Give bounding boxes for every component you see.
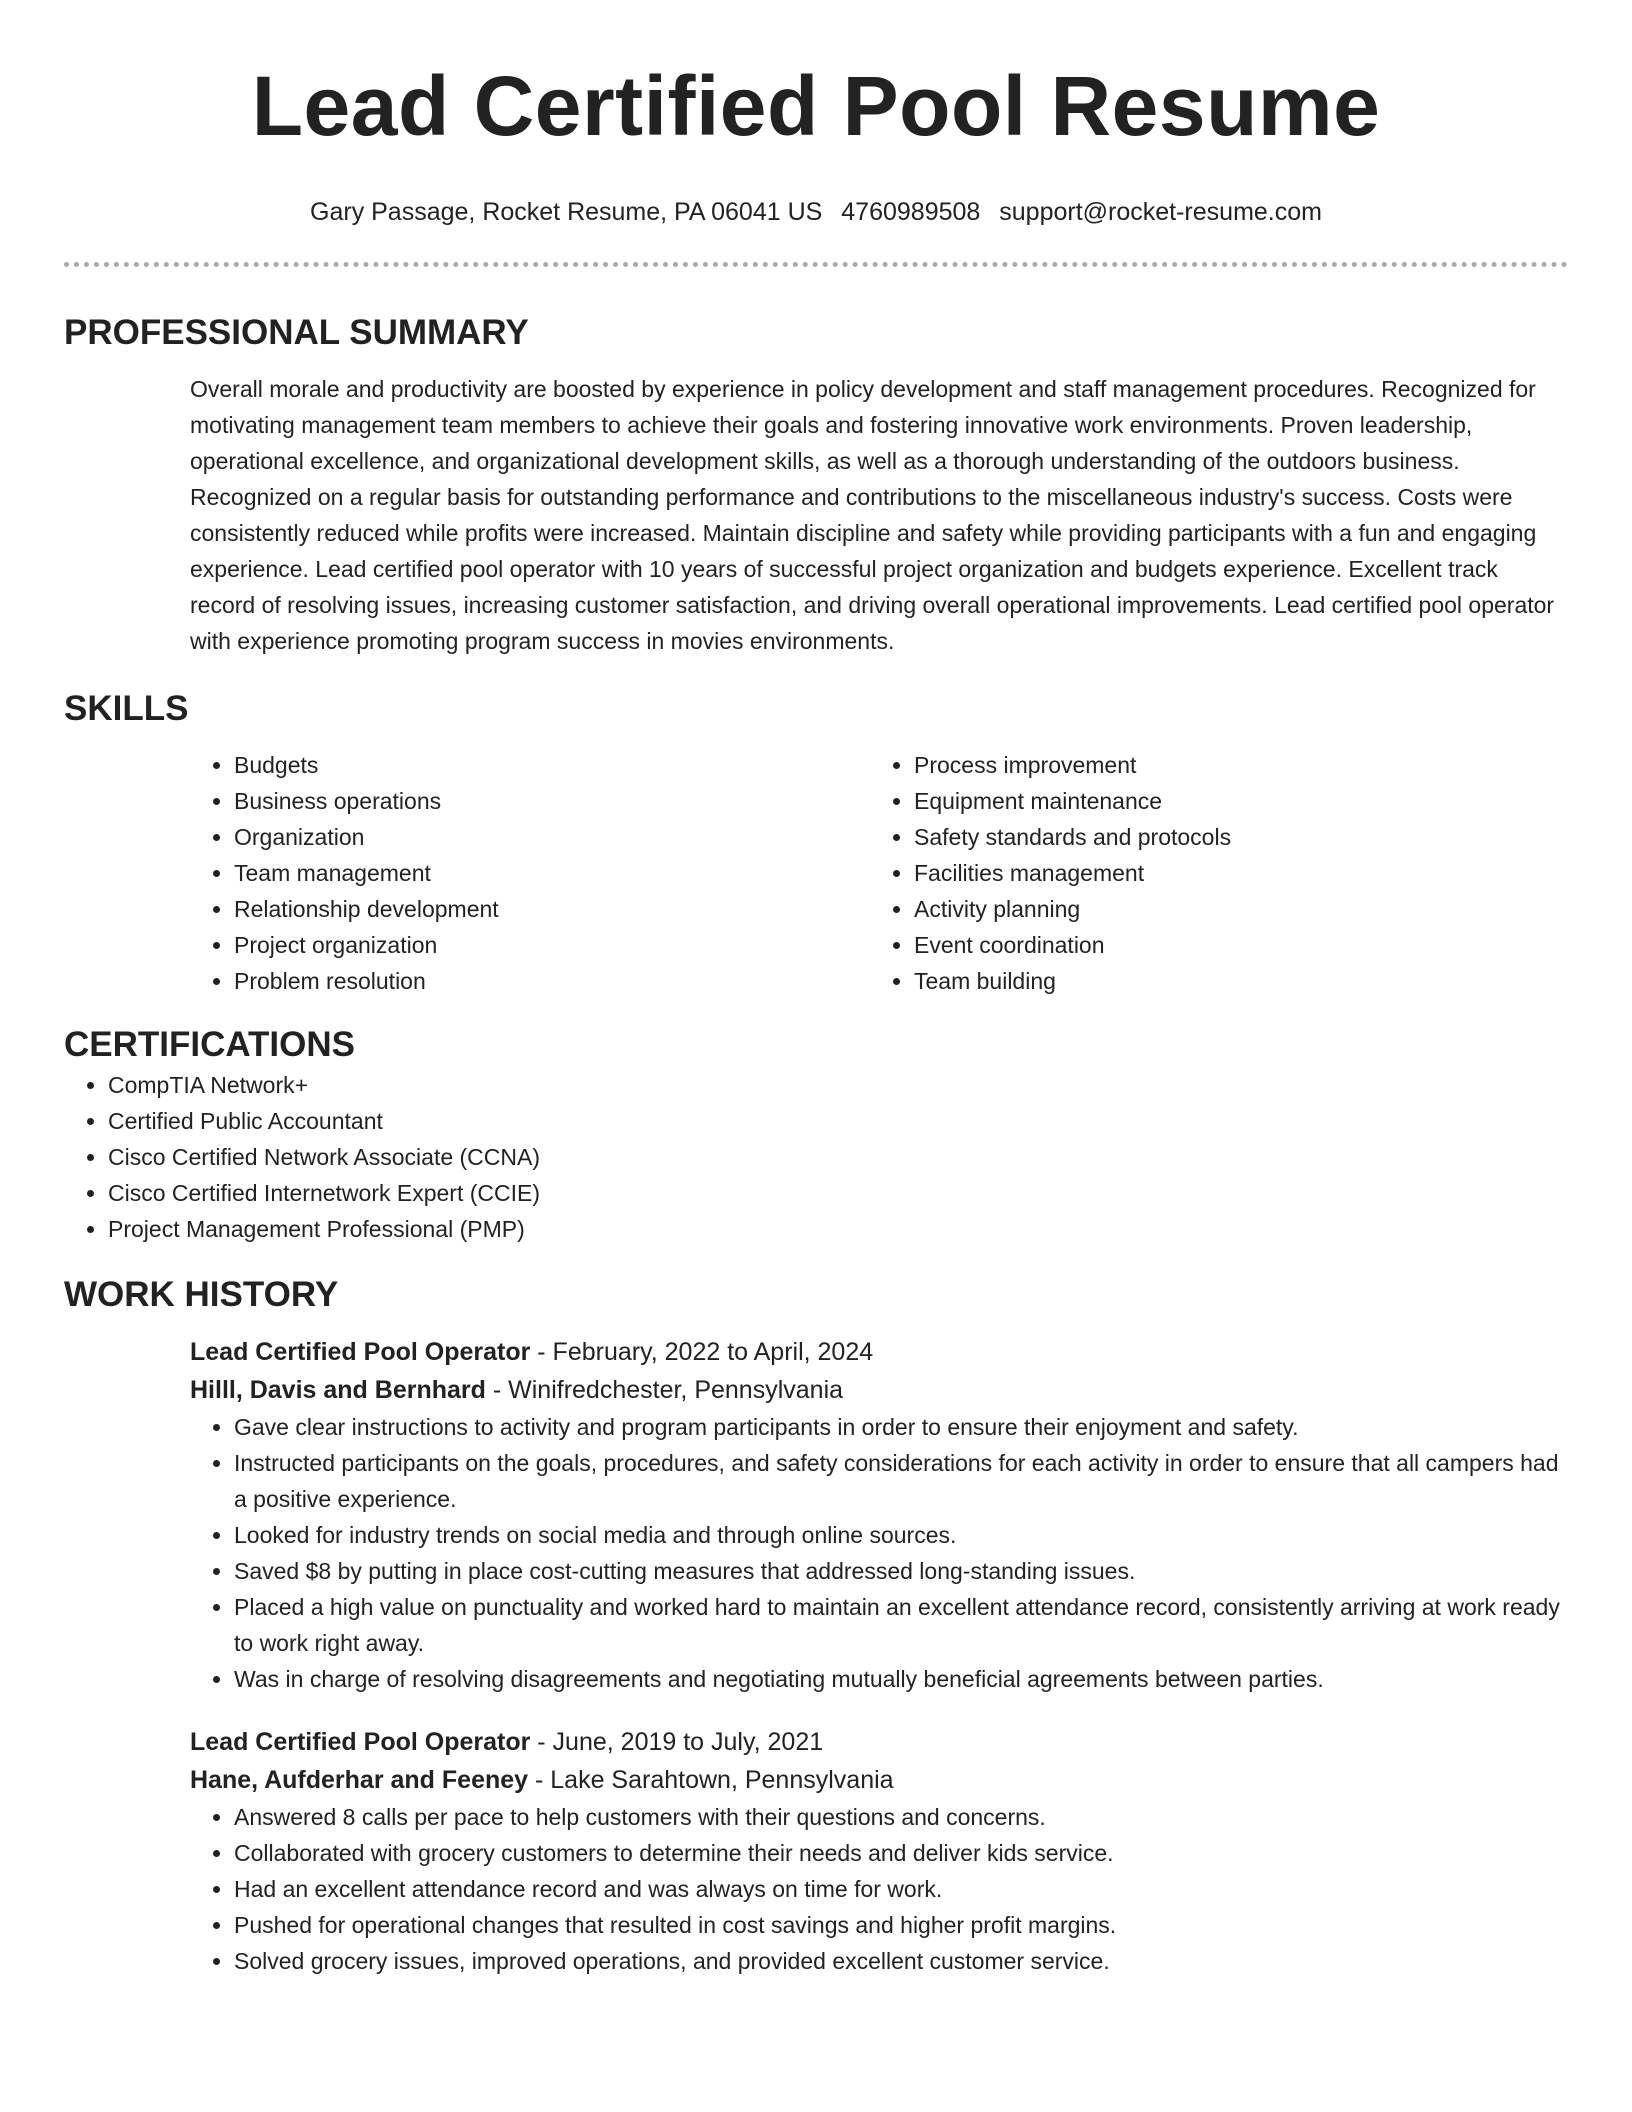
certification-item: • Cisco Certified Network Associate (CCNA) bbox=[108, 1139, 1568, 1175]
job-duties-list bbox=[190, 1799, 1568, 1979]
job-company-line bbox=[190, 1371, 1568, 1409]
job-dates: - June, 2019 to July, 2021 bbox=[530, 1728, 824, 1756]
header-divider bbox=[64, 262, 1568, 267]
skill-item: • Project organization bbox=[234, 927, 870, 963]
job-duty: • Solved grocery issues, improved operations, and provided excellent customer service. bbox=[234, 1943, 1568, 1979]
job-duty: • Looked for industry trends on social media and through online sources. bbox=[234, 1517, 1568, 1553]
job-duties-list bbox=[190, 1409, 1568, 1697]
job-title-line bbox=[190, 1333, 1568, 1371]
skills-section bbox=[64, 687, 1568, 999]
job-duty: • Answered 8 calls per pace to help customers with their questions and concerns. bbox=[234, 1799, 1568, 1835]
contact-line bbox=[64, 196, 1568, 228]
job-entry bbox=[190, 1723, 1568, 1979]
skill-item: • Equipment maintenance bbox=[914, 783, 1550, 819]
skills-column-right bbox=[870, 747, 1550, 999]
certification-item: • Cisco Certified Internetwork Expert (CCIE) bbox=[108, 1175, 1568, 1211]
job-company: Hilll, Davis and Bernhard bbox=[190, 1376, 486, 1404]
work-history-heading: WORK HISTORY bbox=[64, 1275, 339, 1314]
certifications-heading: CERTIFICATIONS bbox=[64, 1025, 356, 1064]
skills-heading: SKILLS bbox=[64, 689, 189, 728]
job-company-line bbox=[190, 1761, 1568, 1799]
job-duty: • Pushed for operational changes that resulted in cost savings and higher profit margins. bbox=[234, 1907, 1568, 1943]
skill-item: • Relationship development bbox=[234, 891, 870, 927]
summary-section bbox=[64, 311, 1568, 659]
skills-column-left bbox=[190, 747, 870, 999]
skills-list-left bbox=[190, 747, 870, 999]
skills-list-right bbox=[870, 747, 1550, 999]
work-history-section bbox=[64, 1273, 1568, 1979]
contact-phone: 4760989508 bbox=[841, 198, 981, 226]
job-title: Lead Certified Pool Operator bbox=[190, 1338, 531, 1366]
job-duty: • Was in charge of resolving disagreements and negotiating mutually beneficial agreements between parties. bbox=[234, 1661, 1568, 1697]
job-duty: • Instructed participants on the goals, procedures, and safety considerations for each activity in order to ensure that all campers had a positive experience. bbox=[234, 1445, 1568, 1517]
job-title: Lead Certified Pool Operator bbox=[190, 1728, 531, 1756]
skill-item: • Activity planning bbox=[914, 891, 1550, 927]
skill-item: • Budgets bbox=[234, 747, 870, 783]
summary-text: Overall morale and productivity are boosted by experience in policy development and staff management procedures. Recognized for motivating management team members to achieve their goals and fostering innovative work environments. Proven leadership, operational excellence, and organizational development skills, as well as a thorough understanding of the outdoors business. Recognized on a regular basis for outstanding performance and contributions to the miscellaneous industry's success. Costs were consistently reduced while profits were increased. Maintain discipline and safety while providing participants with a fun and engaging experience. Lead certified pool operator with 10 years of successful project organization and budgets experience. Excellent track record of resolving issues, increasing customer satisfaction, and driving overall operational improvements. Lead certified pool operator with experience promoting program success in movies environments. bbox=[190, 376, 1555, 654]
certifications-section bbox=[64, 1023, 1568, 1247]
job-duty: • Saved $8 by putting in place cost-cutting measures that addressed long-standing issues. bbox=[234, 1553, 1568, 1589]
certification-item: • CompTIA Network+ bbox=[108, 1067, 1568, 1103]
skill-item: • Organization bbox=[234, 819, 870, 855]
certifications-list bbox=[64, 1067, 1568, 1247]
certification-item: • Certified Public Accountant bbox=[108, 1103, 1568, 1139]
job-title-line bbox=[190, 1723, 1568, 1761]
job-duty: • Collaborated with grocery customers to determine their needs and deliver kids service. bbox=[234, 1835, 1568, 1871]
job-location: - Lake Sarahtown, Pennsylvania bbox=[528, 1766, 894, 1794]
skill-item: • Business operations bbox=[234, 783, 870, 819]
skill-item: • Facilities management bbox=[914, 855, 1550, 891]
job-dates: - February, 2022 to April, 2024 bbox=[530, 1338, 874, 1366]
contact-email[interactable]: support@rocket-resume.com bbox=[999, 198, 1322, 226]
skill-item: • Process improvement bbox=[914, 747, 1550, 783]
skill-item: • Safety standards and protocols bbox=[914, 819, 1550, 855]
skill-item: • Team building bbox=[914, 963, 1550, 999]
job-duty: • Placed a high value on punctuality and worked hard to maintain an excellent attendance record, consistently arriving at work ready to work right away. bbox=[234, 1589, 1568, 1661]
summary-heading: PROFESSIONAL SUMMARY bbox=[64, 313, 529, 352]
skills-grid bbox=[190, 747, 1568, 999]
contact-address: Gary Passage, Rocket Resume, PA 06041 US bbox=[310, 198, 823, 226]
job-duty: • Gave clear instructions to activity and program participants in order to ensure their enjoyment and safety. bbox=[234, 1409, 1568, 1445]
skill-item: • Event coordination bbox=[914, 927, 1550, 963]
job-duty: • Had an excellent attendance record and was always on time for work. bbox=[234, 1871, 1568, 1907]
certification-item: • Project Management Professional (PMP) bbox=[108, 1211, 1568, 1247]
skill-item: • Team management bbox=[234, 855, 870, 891]
job-entry bbox=[190, 1333, 1568, 1697]
resume-title: Lead Certified Pool Resume bbox=[251, 59, 1381, 153]
job-company: Hane, Aufderhar and Feeney bbox=[190, 1766, 529, 1794]
skill-item: • Problem resolution bbox=[234, 963, 870, 999]
job-location: - Winifredchester, Pennsylvania bbox=[485, 1376, 844, 1404]
